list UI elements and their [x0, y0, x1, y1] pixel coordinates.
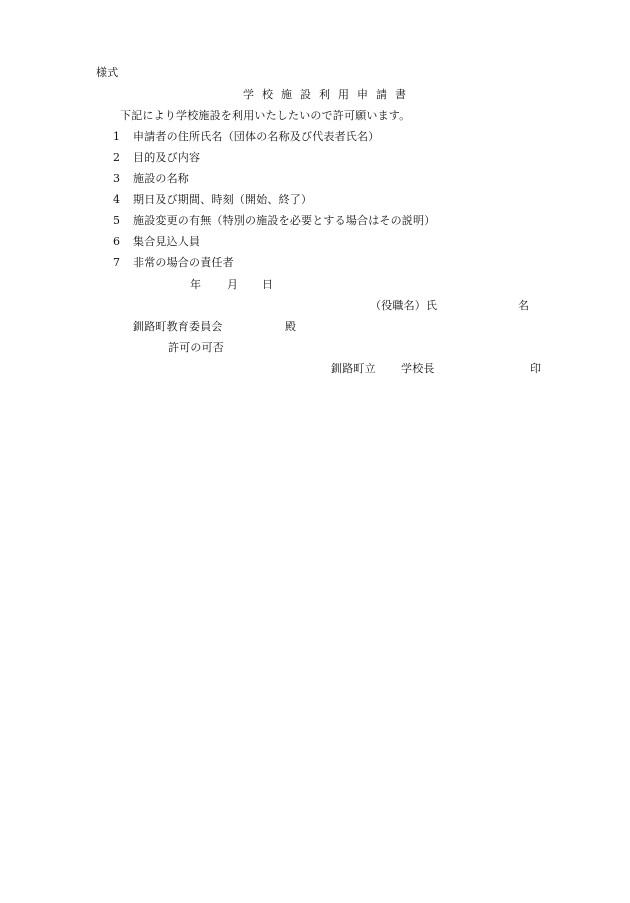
item-text: 目的及び内容 — [133, 151, 201, 164]
form-style-label: 様式 — [96, 66, 119, 79]
item-number: 1 — [113, 130, 121, 143]
applicant-name-prefix: （役職名）氏 — [370, 299, 438, 312]
form-intro: 下記により学校施設を利用いたしたいので許可願います。 — [120, 109, 411, 122]
date-month-label: 月 — [227, 278, 239, 291]
applicant-name-suffix: 名 — [518, 299, 530, 312]
item-number: 2 — [113, 151, 121, 164]
addressee-honorific: 殿 — [285, 320, 297, 333]
form-item-4 — [113, 193, 312, 207]
principal-org: 釧路町立 — [331, 362, 376, 375]
item-text: 申請者の住所氏名（団体の名称及び代表者氏名） — [133, 130, 380, 143]
principal-title: 学校長 — [401, 362, 435, 375]
item-text: 集合見込人員 — [133, 235, 201, 248]
date-year-label: 年 — [190, 278, 202, 291]
item-number: 3 — [113, 172, 121, 185]
form-item-7 — [113, 256, 234, 270]
item-number: 4 — [113, 193, 121, 206]
item-text: 施設変更の有無（特別の施設を必要とする場合はその説明） — [133, 214, 436, 227]
date-day-label: 日 — [262, 278, 274, 291]
form-item-6 — [113, 235, 200, 249]
form-item-1 — [113, 130, 379, 144]
permission-label: 許可の可否 — [168, 341, 224, 354]
seal-mark: 印 — [530, 362, 542, 375]
item-number: 5 — [113, 214, 121, 227]
item-number: 7 — [113, 256, 121, 269]
form-item-2 — [113, 151, 200, 165]
item-text: 施設の名称 — [133, 172, 189, 185]
form-item-5 — [113, 214, 435, 228]
addressee-name: 釧路町教育委員会 — [133, 320, 223, 333]
item-text: 期日及び期間、時刻（開始、終了） — [133, 193, 313, 206]
form-item-3 — [113, 172, 189, 186]
form-title: 学校施設利用申請書 — [243, 88, 414, 101]
item-number: 6 — [113, 235, 121, 248]
item-text: 非常の場合の責任者 — [133, 256, 234, 269]
